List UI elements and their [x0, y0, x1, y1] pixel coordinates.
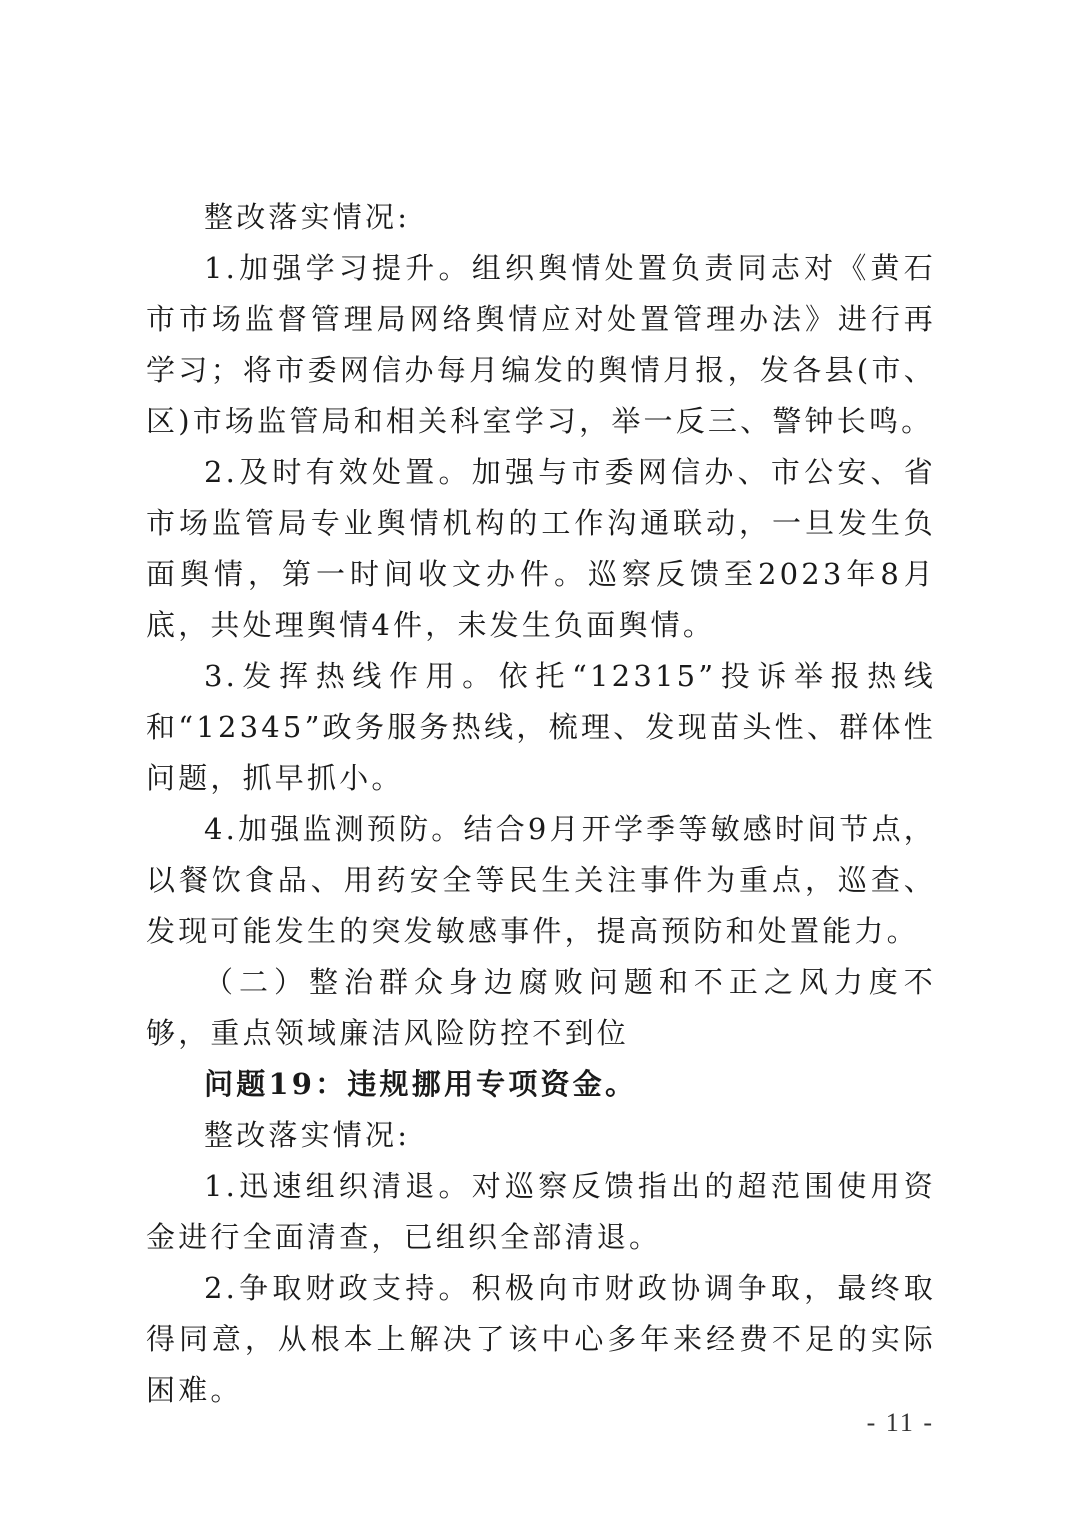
paragraph-monitoring-prevention: 4.加强监测预防。结合9月开学季等敏感时间节点，以餐饮食品、用药安全等民生关注事件为重点，巡查、发现可能发生的突发敏感事件，提高预防和处置能力。	[146, 812, 936, 948]
paragraph-quick-refund: 1.迅速组织清退。对巡察反馈指出的超范围使用资金进行全面清查，已组织全部清退。	[146, 1169, 936, 1254]
document-body	[146, 192, 936, 1416]
rectification-status-heading: 整改落实情况:	[204, 200, 411, 234]
paragraph-strengthen-learning: 1.加强学习提升。组织舆情处置负责同志对《黄石市市场监督管理局网络舆情应对处置管理办法》进行再学习；将市委网信办每月编发的舆情月报，发各县(市、区)市场监管局和相关科室学习，举一反三、警钟长鸣。	[146, 251, 936, 438]
section-heading-two: （二）整治群众身边腐败问题和不正之风力度不够，重点领域廉洁风险防控不到位	[146, 965, 936, 1050]
issue-19-heading: 问题19：违规挪用专项资金。	[204, 1067, 638, 1101]
paragraph-hotline-role: 3.发挥热线作用。依托“12315”投诉举报热线和“12345”政务服务热线，梳理、发现苗头性、群体性问题，抓早抓小。	[146, 659, 936, 795]
rectification-status-heading-2: 整改落实情况:	[204, 1118, 411, 1152]
page-number: - 11 -	[866, 1408, 934, 1437]
paragraph-timely-handling: 2.及时有效处置。加强与市委网信办、市公安、省市场监管局专业舆情机构的工作沟通联动，一旦发生负面舆情，第一时间收文办件。巡察反馈至2023年8月底，共处理舆情4件，未发生负面舆情。	[146, 455, 936, 642]
paragraph-financial-support: 2.争取财政支持。积极向市财政协调争取，最终取得同意，从根本上解决了该中心多年来经费不足的实际困难。	[146, 1271, 936, 1407]
